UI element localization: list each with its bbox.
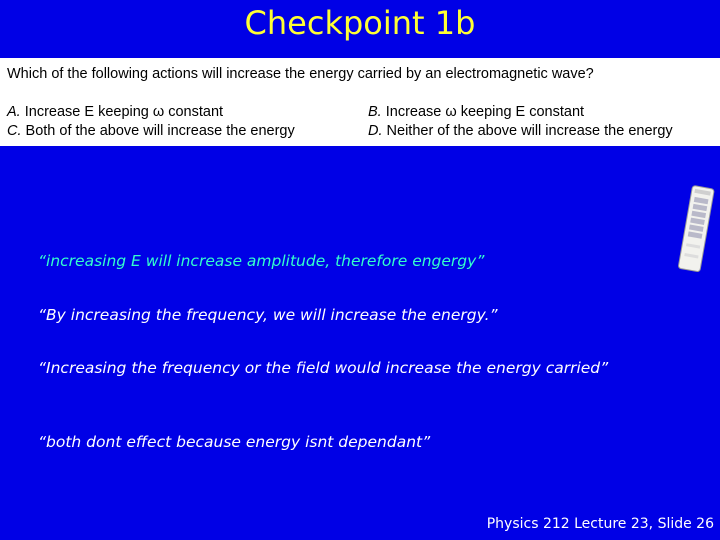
choice-d [368,123,673,139]
question-box [0,58,720,146]
choice-b-letter: B. [368,104,382,120]
clicker-remote-icon [675,185,720,275]
response-2: “By increasing the frequency, we will increase the energy.” [38,306,498,324]
choice-b [368,104,584,120]
slide-title: Checkpoint 1b [244,4,476,42]
response-1: “increasing E will increase amplitude, therefore engergy” [38,252,485,270]
choice-c-letter: C. [7,123,22,139]
choice-b-text: Increase ω keeping E constant [381,104,585,120]
slide-footer: Physics 212 Lecture 23, Slide 26 [486,516,714,532]
choice-c [7,123,295,139]
response-3: “Increasing the frequency or the field would increase the energy carried” [38,359,609,377]
choice-a-text: Increase E keeping ω constant [20,104,224,120]
choice-d-letter: D. [368,123,383,139]
choice-c-text: Both of the above will increase the energy [21,123,295,139]
choice-d-text: Neither of the above will increase the energy [382,123,673,139]
question-text: Which of the following actions will increase the energy carried by an electromagnetic wave? [7,66,594,82]
response-4: “both dont effect because energy isnt dependant” [38,433,431,451]
choice-a [7,104,223,120]
choice-a-letter: A. [7,104,21,120]
